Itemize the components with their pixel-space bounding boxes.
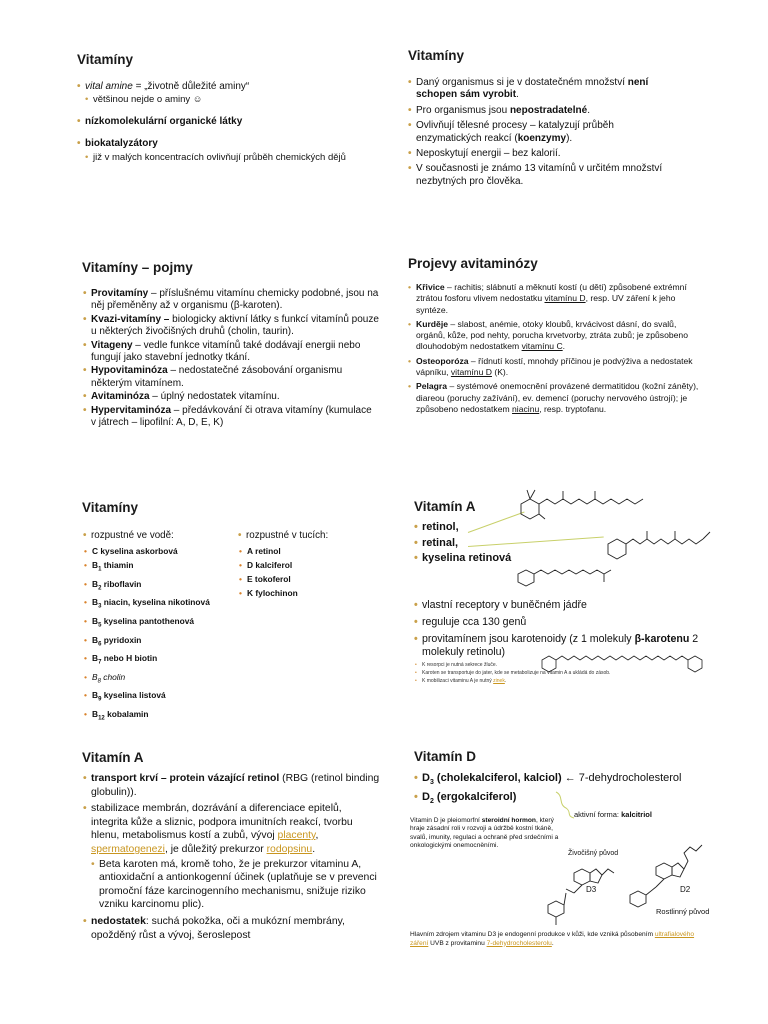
slide-vitamin-a-1: [398, 478, 718, 696]
list-item: • transport krví – protein vázající retinol (RBG (retinol binding globulin)).: [83, 772, 380, 799]
slide-title: Vitamíny – pojmy: [82, 260, 193, 275]
list-item: • Daný organismus si je v dostatečném množství není schopen sám vyrobit.: [408, 77, 678, 102]
list-item: • $B_8$ cholin: [83, 671, 243, 690]
list-item: • $D_3$ (cholekalciferol, kalciol) ← 7-dehydrocholesterol: [414, 771, 714, 790]
column-heading: • rozpustné ve vodě:: [83, 530, 243, 542]
d3-label: D3: [586, 885, 597, 894]
bullet-list: [77, 81, 352, 166]
water-vitamin-list: [83, 545, 243, 726]
column-heading: • rozpustné v tucích:: [238, 530, 376, 542]
list-item: • $B_7$ nebo H biotin: [83, 652, 243, 671]
symptoms-list: [408, 282, 704, 418]
list-item: • V současnosti je známo 13 vitamínů v určitém množství nezbytných pro člověka.: [408, 163, 678, 188]
water-soluble-column: [83, 530, 243, 727]
retinoic-acid-structure: [512, 560, 622, 596]
slide-title: Projevy avitaminózy: [408, 256, 538, 271]
list-item: • stabilizace membrán, dozrávání a diferenciace epitelů, integrita kůže a sliznic, podpora imunitních reakcí, tvorbu hlenu, metabolismus kostí a zubů, vývoj placenty, spermatogenezi, je důležitý prekurzor rodopsinu. • Beta karoten má, kromě toho, že je prekurzor vitaminu A, antioxidační a antionkogenní účinek (uplatňuje se v prevenci promoční fáze karcinogenního mechanismu, snižuje riziko vzniku karcinomu plic).: [83, 802, 380, 912]
note: • Karoten se transportuje do jater, kde se metabolizuje na vitamin A a ukládá do zásob.: [414, 669, 614, 677]
slide-vitaminy-pojmy: [66, 242, 382, 427]
list-item: • vital amine = „životně důležité aminy“ • většinou nejde o aminy ☺: [77, 81, 352, 106]
vitamin-d-footnote: Hlavním zdrojem vitaminu D3 je endogenní produkce v kůži, kde vzniká působením ultrafialového záření UVB z provitaminu 7-dehydrocholesterolu.: [410, 931, 695, 947]
terms-list: [83, 288, 379, 430]
list-item: • vlastní receptory v buněčném jádře: [414, 599, 714, 612]
note: • K mobilizaci vitaminu A je nutný zinek.: [414, 677, 614, 685]
animal-origin-label: Živočišný původ: [568, 850, 619, 857]
list-item: • reguluje cca 130 genů: [414, 616, 714, 629]
d2-label: D2: [680, 885, 691, 894]
slide-vitamin-d: [398, 733, 716, 955]
list-item: • Pro organismus jsou nepostradatelné.: [408, 105, 678, 117]
list-item: • E tokoferol: [238, 573, 376, 587]
list-item: • $B_6$ pyridoxin: [83, 634, 243, 653]
sub-item: • Beta karoten má, kromě toho, že je prekurzor vitaminu A, antioxidační a antionkogenní účinek (uplatňuje se v prevenci promoční fáze karcinogenního mechanismu, snižuje riziko vzniku karcinomu plic).: [91, 858, 380, 912]
slide-vitamin-a-2: [66, 733, 384, 950]
list-item: • Kurděje – slabost, anémie, otoky kloubů, krvácivost dásní, do svalů, orgánů, kůže, pod nehty, porucha krvetvorby, ztráta zubů; je způsobeno dlouhodobým nedostatkem vitamínu C.: [408, 319, 704, 353]
list-item: • $B_{12}$ kobalamin: [83, 708, 243, 727]
fat-soluble-column: [238, 530, 376, 601]
list-item: • C kyselina askorbová: [83, 545, 243, 559]
sub-item: • většinou nejde o aminy ☺: [85, 94, 352, 106]
slide-projevy-avitaminozy: [398, 242, 708, 442]
fat-vitamin-list: [238, 545, 376, 601]
list-item: • Vitageny – vedle funkce vitamínů také dodávají energii nebo fungují jako stavební jednotky tkání.: [83, 340, 379, 365]
bullet-list: [83, 772, 380, 945]
list-item: • Ovlivňují tělesné procesy – katalyzují průběh enzymatických reakcí (koenzymy).: [408, 120, 678, 145]
list-item: • Avitaminóza – úplný nedostatek vitamínu.: [83, 391, 379, 403]
slide-title: Vitamíny: [408, 48, 465, 63]
note: • K resorpci je nutná sekrece žluče.: [414, 661, 614, 669]
vitamin-d3-structure: [538, 855, 618, 933]
list-item: • retinal,: [414, 536, 524, 552]
list-item: • Kvazi-vitamíny – biologicky aktivní látky s funkcí vitamínů pouze u některých živočišných druhů (cholin, taurin).: [83, 314, 379, 339]
list-item: • Pelagra – systémové onemocnění provázené dermatitidou (kožní záněty), diareou (poruchy zažívání), ev. demencí (poruchy nervového ústrojí); je způsobeno nedostatkem niacinu, resp. tryptofanu.: [408, 381, 704, 415]
sub-item: • již v malých koncentracích ovlivňují průběh chemických dějů: [85, 152, 352, 164]
list-item: • $B_2$ riboflavin: [83, 578, 243, 597]
list-item: • $B_5$ kyselina pantothenová: [83, 615, 243, 634]
list-item: • biokatalyzátory • již v malých koncentracích ovlivňují průběh chemických dějů: [77, 138, 352, 163]
slide-vitaminy-1: [66, 35, 362, 207]
bullet-list: [408, 77, 678, 191]
slide-title: Vitamíny: [82, 500, 139, 515]
slide-title: Vitamín A: [82, 750, 144, 765]
slide-title: Vitamín A: [414, 499, 476, 514]
retinol-structure: [513, 486, 663, 526]
list-item: • Provitamíny – příslušnému vitamínu chemicky podobné, jsou na něj přeměněny až v organismu (β-karoten).: [83, 288, 379, 313]
vitamin-d2-structure: [626, 833, 706, 911]
list-item: • Osteoporóza – řídnutí kostí, mnohdy příčinou je podvýživa a nedostatek vápníku, vitamínu D (K).: [408, 356, 704, 379]
list-item: • $B_9$ kyselina listová: [83, 689, 243, 708]
list-item: • Křivice – rachitis; slábnutí a měknutí kostí (u dětí) způsobené extrémní ztrátou fosforu vlivem nedostatku vitamínu D, resp. UV záření k jeho syntéze.: [408, 282, 704, 316]
list-item: • nedostatek: suchá pokožka, oči a mukózní membrány, opožděný růst a vývoj, šeroslepost: [83, 915, 380, 942]
vitamin-d-description: Vitamin D je pleiomorfní steroidní hormon, který hraje zásadní roli v rozvoji a údržbě kostní tkáně, svalů, imunity, regulaci a ochraně před srdečními a onkologickými onemocněními.: [410, 817, 559, 850]
slide-vitaminy-rozpustnost: [66, 480, 376, 722]
list-item: • K fylochinon: [238, 587, 376, 601]
slide-vitaminy-2: [398, 32, 696, 207]
slide-title: Vitamín D: [414, 749, 477, 764]
notes-list: [414, 661, 614, 685]
list-item: • D kalciferol: [238, 559, 376, 573]
list-item: • $B_1$ thiamin: [83, 559, 243, 578]
list-item: • A retinol: [238, 545, 376, 559]
list-item: • $D_2$ (ergokalciferol): [414, 790, 714, 809]
list-item: • Hypovitaminóza – nedostatečné zásobování organismu některým vitamínem.: [83, 365, 379, 390]
list-item: • Hypervitaminóza – předávkování či otrava vitamíny (kumulace v játrech – lipofilní: A, D, E, K): [83, 405, 379, 430]
list-item: • Neposkytují energii – bez kalorií.: [408, 148, 678, 160]
list-item: • provitamínem jsou karotenoidy (z 1 molekuly β-karotenu 2 molekuly retinolu): [414, 633, 714, 659]
slide-title: Vitamíny: [77, 52, 134, 67]
active-form-label: aktivní forma: kalcitriol: [574, 810, 652, 819]
list-item: • kyselina retinová: [414, 551, 524, 567]
list-item: • retinol,: [414, 520, 524, 536]
list-item: • $B_3$ niacin, kyselina nikotinová: [83, 596, 243, 615]
plant-origin-label: Rostlinný původ: [656, 907, 710, 916]
list-item: • nízkomolekulární organické látky: [77, 116, 352, 128]
